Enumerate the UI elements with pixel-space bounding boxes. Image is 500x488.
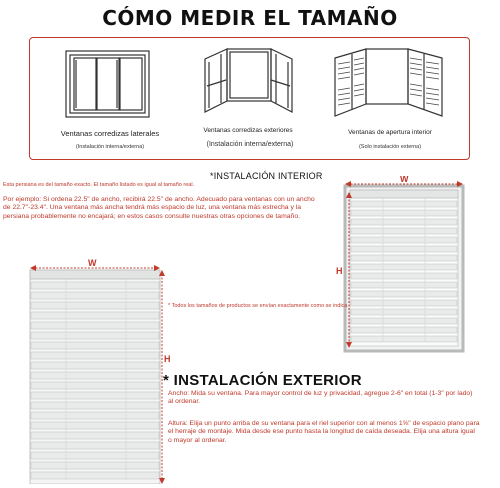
blind-slat [351, 282, 457, 288]
blind-slat [351, 210, 457, 216]
blind-slat [31, 342, 159, 349]
blind-slat [351, 327, 457, 333]
blind-slat [351, 318, 457, 324]
blind-slat [351, 273, 457, 279]
inside-width-label: W [400, 176, 409, 184]
blind-slat [31, 382, 159, 389]
outside-width-label: W [88, 258, 97, 268]
sliding-window-icon [65, 50, 150, 118]
page-title: CÓMO MEDIR EL TAMAÑO [102, 6, 398, 30]
outside-mount-blind [22, 258, 172, 484]
inside-install-heading: *INSTALACIÓN INTERIOR [210, 171, 323, 181]
blind-slat [31, 432, 159, 439]
blind-slat [351, 201, 457, 207]
blind-slat [31, 352, 159, 359]
blind-slat [351, 309, 457, 315]
window-type-note: (Solo instalación externa) [358, 144, 422, 150]
shutter-window-icon [332, 46, 447, 124]
blind-slat [31, 412, 159, 419]
blind-slat [31, 372, 159, 379]
blind-slat [31, 322, 159, 329]
blind-slat [351, 264, 457, 270]
blind-slat [31, 332, 159, 339]
blind-slat [31, 462, 159, 469]
blind-slat [351, 237, 457, 243]
window-type-label: Ventanas corredizas laterales [60, 129, 160, 138]
window-type-note: (Instalación interna/externa) [75, 144, 145, 150]
blind-slat [351, 246, 457, 252]
blind-slat [31, 452, 159, 459]
blind-slat [351, 228, 457, 234]
outside-width-text: Ancho: Mida su ventana. Para mayor control de luz y privacidad, agregue 2-6" en total (1-3" por lado) al ordenar. [168, 390, 473, 406]
outside-install-heading: * INSTALACIÓN EXTERIOR [163, 372, 362, 389]
blind-slat [31, 422, 159, 429]
blind-slat [31, 292, 159, 299]
size-note: * Todos los tamaños de productos se envían exactamente como se indica [168, 303, 348, 309]
blind-slat [31, 392, 159, 399]
inside-install-text: Por ejemplo: Si ordena 22.5" de ancho, recibirá 22.5" de ancho. Adecuado para ventanas con un ancho de 22.7"-23.4". Una ventana más ancha tendrá más espacio de luz, una ventana más estrecha y la persiana probablemente no encajará; en estos casos consulte nuestras otras opciones de tamaño. [3, 196, 315, 220]
exact-size-disclaimer: Esta persiana es del tamaño exacto. El tamaño listado es igual al tamaño real. [3, 182, 195, 188]
blind-slat [31, 402, 159, 409]
casement-window-icon [201, 46, 296, 124]
inside-height-label: H [336, 266, 343, 276]
outside-height-label: H [164, 354, 171, 364]
outside-height-text: Altura: Elija un punto arriba de su ventana para el riel superior con al menos 1⅝" de espacio plano para el herraje de montaje. Mida desde ese punto hasta la longitud de caída deseada. Elija una altura igual o mayor al ordenar. [168, 420, 480, 444]
inside-mount-blind [335, 176, 475, 358]
window-type-label: Ventanas corredizas exteriores [203, 127, 293, 134]
window-type-note: (Instalación interna/externa) [206, 141, 294, 148]
blind-slat [31, 302, 159, 309]
blind-slat [351, 336, 457, 342]
blind-slat [351, 219, 457, 225]
blind-slat [31, 472, 159, 479]
blind-slat [31, 282, 159, 289]
blind-slat [31, 362, 159, 369]
window-type-label: Ventanas de apertura interior [348, 129, 432, 136]
blind-slat [31, 312, 159, 319]
blind-slat [351, 291, 457, 297]
blind-slat [31, 442, 159, 449]
blind-slat [351, 255, 457, 261]
